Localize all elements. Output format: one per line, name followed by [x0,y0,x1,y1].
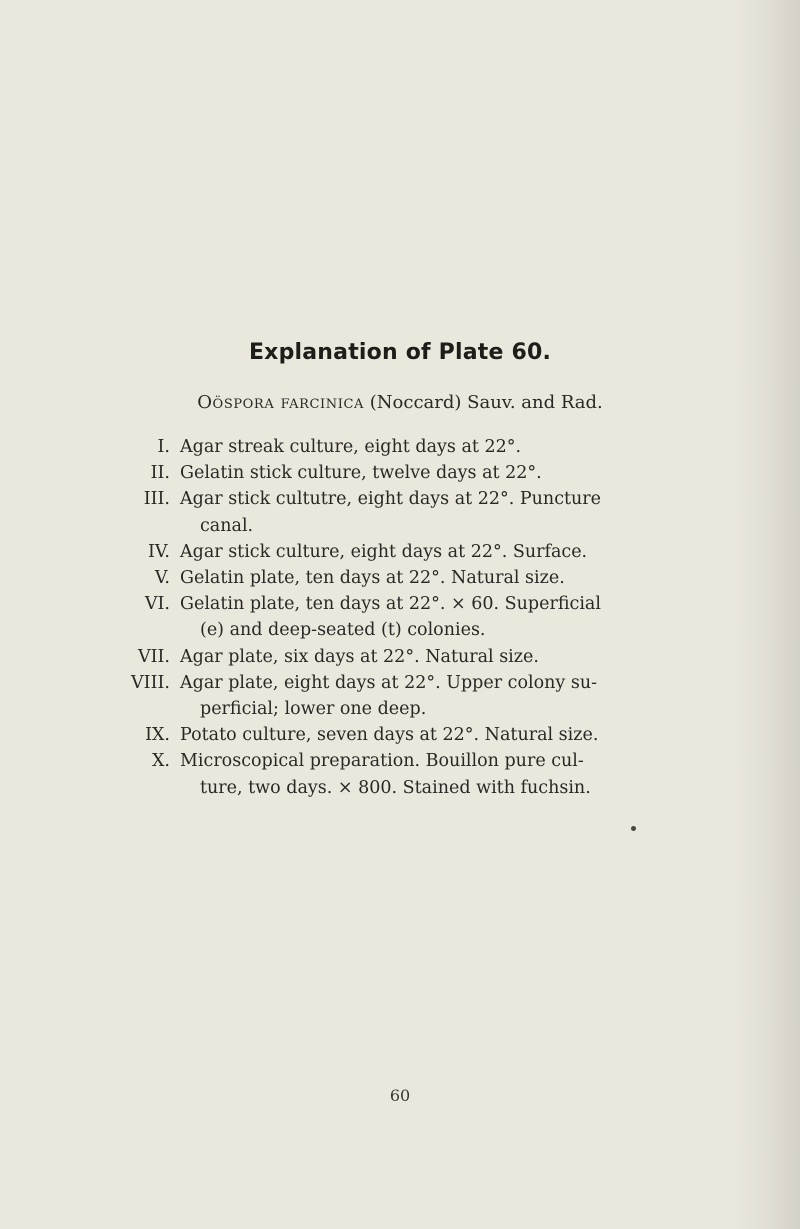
item-description-line: Microscopical preparation. Bouillon pure cul- [180,751,584,772]
list-item [100,722,720,748]
item-description-line: ture, two days. × 800. Stained with fuchsin. [200,777,591,798]
item-description [180,644,720,670]
plate-explanation-list [100,434,720,801]
item-numeral: V. [154,568,170,589]
item-description [180,591,720,643]
item-description-line: Agar streak culture, eight days at 22°. [180,437,522,457]
list-item [100,486,720,538]
item-description-line: Potato culture, seven days at 22°. Natural size. [180,725,599,746]
list-item [100,460,720,486]
item-description-line: Gelatin stick culture, twelve days at 22°. [180,463,542,484]
list-item [100,565,720,591]
item-description-line: Agar plate, six days at 22°. Natural size. [180,646,539,667]
species-name: Oöspora farcinica [197,392,365,413]
item-description [180,748,720,800]
item-numeral: I. [157,437,170,457]
item-description-line: canal. [200,515,254,536]
item-description-line: Agar plate, eight days at 22°. Upper colony su- [180,672,598,693]
item-description [180,670,720,722]
item-description-line: Gelatin plate, ten days at 22°. × 60. Superficial [180,594,601,615]
item-description-line: Agar stick cultutre, eight days at 22°. Puncture [180,489,602,510]
item-numeral: VIII. [131,672,170,693]
item-numeral: IX. [145,725,170,746]
list-item [100,591,720,643]
page-title: Explanation of Plate 60. [248,340,552,365]
item-description [180,434,720,460]
item-numeral: VII. [137,646,170,667]
page-number: 60 [389,1086,411,1105]
species-authority: (Noccard) Sauv. and Rad. [369,392,603,413]
list-item [100,748,720,800]
item-description [180,722,720,748]
item-numeral: III. [143,489,170,510]
print-speck [631,826,636,831]
item-description-line: (e) and deep-seated (t) colonies. [200,620,486,641]
list-item [100,539,720,565]
item-description [180,460,720,486]
item-numeral: IV. [147,541,170,562]
species-line [140,392,660,413]
item-numeral: VI. [144,594,170,615]
item-description [180,539,720,565]
list-item [100,644,720,670]
item-description [180,486,720,538]
item-description [180,565,720,591]
item-numeral: II. [150,463,170,484]
item-description-line: Agar stick culture, eight days at 22°. Surface. [180,541,588,562]
list-item [100,434,720,460]
item-description-line: perficial; lower one deep. [200,699,427,720]
item-description-line: Gelatin plate, ten days at 22°. Natural size. [180,568,565,589]
list-item [100,670,720,722]
item-numeral: X. [151,751,170,772]
